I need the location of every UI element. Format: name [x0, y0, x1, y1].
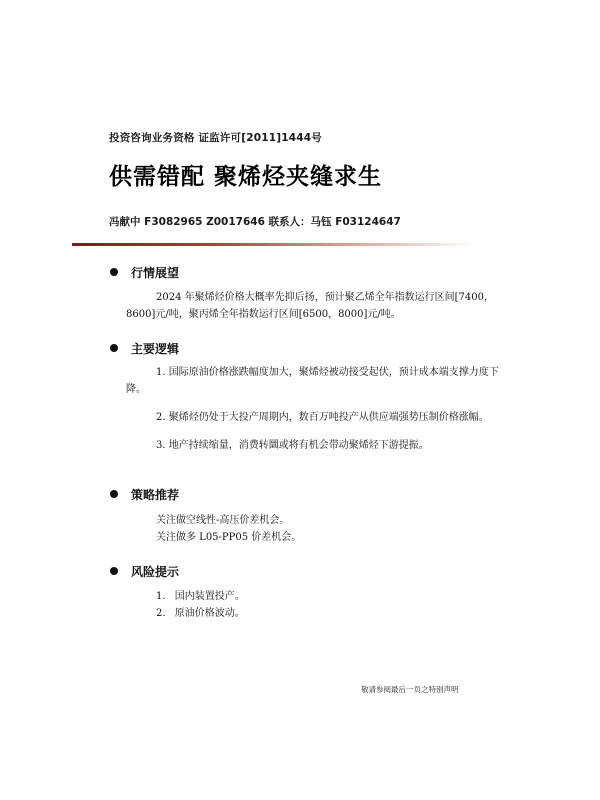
bullet-icon [110, 490, 118, 498]
list-item [126, 409, 504, 426]
outlook-paragraph: 2024 年聚烯烃价格大概率先抑后扬，预计聚乙烯全年指数运行区间[7400，8600]元/吨，聚丙烯全年指数运行区间[6500，8000]元/吨。 [126, 292, 494, 320]
item-text: 原油价格波动。 [174, 608, 245, 619]
list-item [156, 588, 510, 605]
section-outlook [110, 264, 510, 323]
section-risk [110, 563, 510, 622]
author-line: 冯献中 F3082965 Z0017646 联系人：马钰 F03124647 [109, 216, 401, 228]
list-item [156, 605, 510, 622]
strategy-line: 关注做空线性-高压价差机会。 [156, 515, 290, 526]
section-strategy [110, 486, 510, 546]
section-title: 主要逻辑 [131, 342, 180, 356]
item-number: 3. [156, 440, 166, 451]
license-line: 投资咨询业务资格 证监许可[2011]1444号 [109, 132, 322, 144]
section-logic [110, 340, 510, 454]
item-text: 国内装置投产。 [174, 591, 245, 602]
section-title: 风险提示 [131, 565, 180, 579]
header-divider [72, 243, 477, 246]
item-number: 1. [156, 591, 166, 602]
bullet-icon [110, 344, 118, 352]
list-item [126, 364, 504, 398]
item-text: 聚烯烃仍处于大投产周期内，数百万吨投产从供应端强势压制价格涨幅。 [168, 412, 489, 423]
bullet-icon [110, 268, 118, 276]
section-title: 行情展望 [131, 266, 180, 280]
item-number: 1. [156, 367, 166, 378]
bullet-icon [110, 567, 118, 575]
strategy-line: 关注做多 L05-PP05 价差机会。 [156, 532, 302, 543]
section-title: 策略推荐 [131, 488, 180, 502]
disclaimer-note: 敬请参阅最后一页之特别声明 [361, 685, 459, 694]
item-text: 地产持续缩量，消费转圜或将有机会带动聚烯烃下游提振。 [168, 440, 429, 451]
item-text: 国际原油价格涨跌幅度加大，聚烯烃被动接受起伏，预计成本端支撑力度下降。 [126, 367, 499, 395]
list-item [126, 437, 504, 454]
item-number: 2. [156, 608, 166, 619]
page-title: 供需错配 聚烯烃夹缝求生 [109, 164, 383, 190]
item-number: 2. [156, 412, 166, 423]
